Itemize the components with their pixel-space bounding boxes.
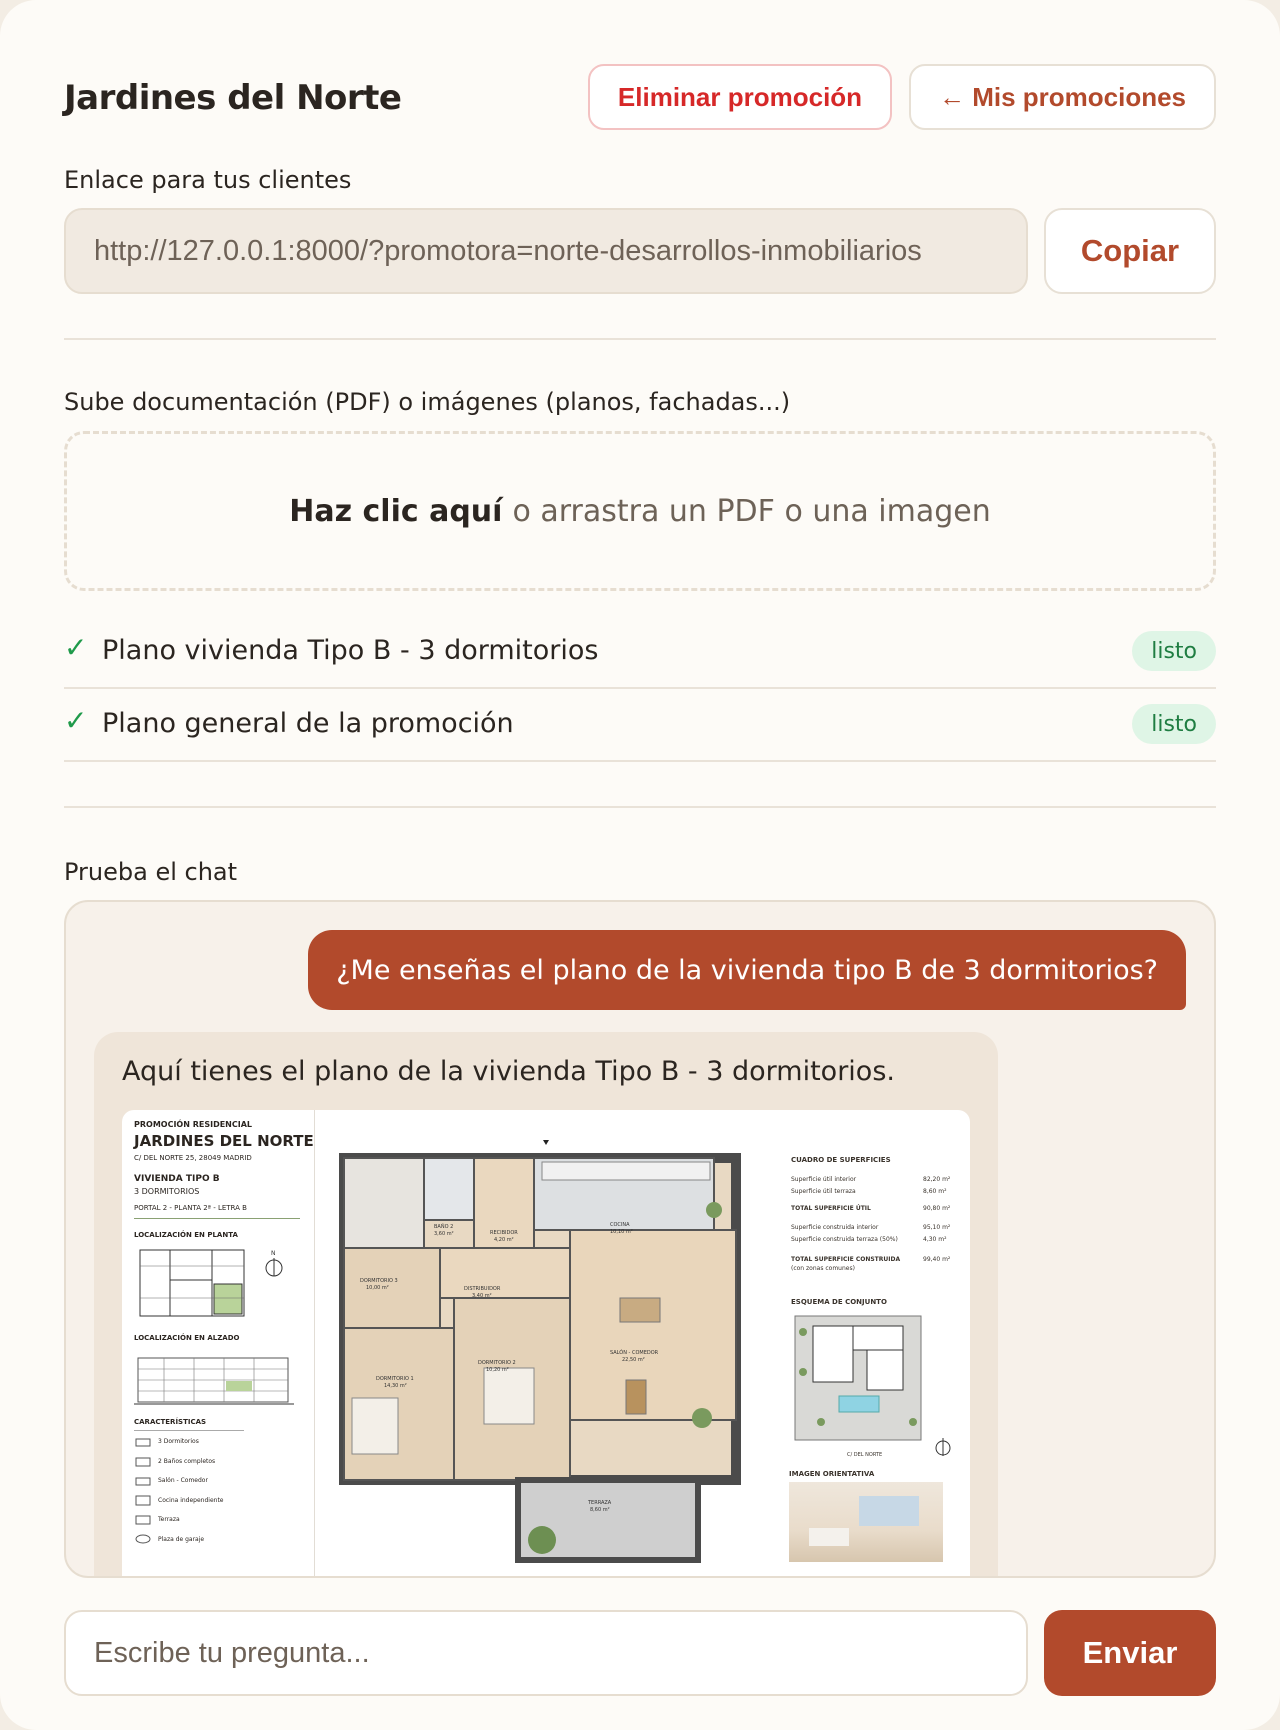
plan-kicker: PROMOCIÓN RESIDENCIAL [134,1120,253,1129]
surface-value: 95,10 m² [923,1224,951,1231]
file-row [64,617,1216,689]
bot-message [94,1032,998,1578]
plan-type: VIVIENDA TIPO B [134,1174,220,1184]
plan-address: C/ DEL NORTE 25, 28049 MADRID [134,1154,252,1162]
site-plan-diagram [791,1312,966,1462]
my-promotions-button[interactable]: ← Mis promociones [909,64,1216,130]
plan-unit: PORTAL 2 - PLANTA 2ª - LETRA B [134,1204,247,1212]
room-label: DISTRIBUIDOR [464,1286,501,1292]
check-icon: ✓ [64,704,88,737]
surface-value: 99,40 m² [923,1256,951,1263]
divider [64,806,1216,808]
plan-bedrooms: 3 DORMITORIOS [134,1187,200,1196]
location-plan-diagram [134,1244,304,1320]
chat-label: Prueba el chat [64,858,238,886]
plan-rule [134,1218,300,1219]
elevation-diagram [134,1348,304,1408]
plan-loc-elev-label: LOCALIZACIÓN EN ALZADO [134,1334,240,1342]
feature-item: Terraza [158,1516,180,1523]
upload-dropzone[interactable] [64,431,1216,591]
plan-project-name: JARDINES DEL NORTE [134,1132,314,1150]
status-badge: listo [1132,631,1216,671]
surface-label: Superficie útil interior [791,1176,857,1183]
features-title: CARACTERÍSTICAS [134,1418,207,1426]
dropzone-drag-text: o arrastra un PDF o una imagen [512,493,991,529]
plan-info-panel [122,1110,315,1578]
room-label: SALÓN - COMEDOR [610,1350,659,1356]
sofa-shape [809,1528,849,1546]
plan-surfaces-panel [787,1110,970,1578]
room-label: TERRAZA [588,1500,612,1506]
room-area: 4,20 m² [494,1237,514,1243]
window-shape [859,1496,919,1526]
surface-label: Superficie construida terraza (50%) [791,1236,898,1243]
feature-item: 3 Dormitorios [158,1438,199,1445]
client-link-field[interactable]: http://127.0.0.1:8000/?promotora=norte-desarrollos-inmobiliarios [64,208,1028,294]
feature-item: Cocina independiente [158,1497,224,1504]
room-area: 3,40 m² [472,1293,492,1299]
room-label: BAÑO 2 [434,1224,454,1230]
file-name: Plano general de la promoción [102,708,514,739]
surface-value: 90,80 m² [923,1205,951,1212]
surface-label: TOTAL SUPERFICIE CONSTRUIDA [791,1256,901,1263]
feature-item: 2 Baños completos [158,1458,216,1465]
file-name: Plano vivienda Tipo B - 3 dormitorios [102,635,599,666]
floor-plan-image [122,1110,970,1578]
status-badge: listo [1132,704,1216,744]
room-label: DORMITORIO 3 [360,1278,398,1284]
surfaces-title: CUADRO DE SUPERFICIES [791,1156,891,1164]
room-label: DORMITORIO 1 [376,1376,414,1382]
plan-loc-plan-label: LOCALIZACIÓN EN PLANTA [134,1231,238,1239]
file-row [64,690,1216,762]
feature-item: Plaza de garaje [158,1536,205,1543]
features-rule [134,1430,244,1431]
surface-label: Superficie construida interior [791,1224,879,1231]
room-area: 10,10 m² [610,1229,633,1235]
surface-value: 8,60 m² [923,1188,947,1195]
send-button[interactable]: Enviar [1044,1610,1216,1696]
delete-promotion-button[interactable]: Eliminar promoción [588,64,892,130]
room-area: 10,20 m² [486,1367,509,1373]
user-message: ¿Me enseñas el plano de la vivienda tipo B de 3 dormitorios? [308,930,1186,1010]
surface-value: 82,20 m² [923,1176,951,1183]
svg-text:N: N [271,1250,276,1257]
room-area: 8,60 m² [590,1507,610,1513]
upload-label: Sube documentación (PDF) o imágenes (planos, fachadas...) [64,388,791,416]
room-area: 10,00 m² [366,1285,389,1291]
room-area: 3,60 m² [434,1231,454,1237]
interior-photo [789,1482,943,1562]
surface-label: Superficie útil terraza [791,1188,856,1195]
image-title: IMAGEN ORIENTATIVA [789,1470,875,1478]
surface-value: 4,30 m² [923,1236,947,1243]
street-label: C/ DEL NORTE [847,1452,883,1458]
bot-message-text: Aquí tienes el plano de la vivienda Tipo B - 3 dormitorios. [122,1056,895,1087]
check-icon: ✓ [64,631,88,664]
room-label: DORMITORIO 2 [478,1360,516,1366]
feature-icons [134,1436,154,1546]
question-input[interactable] [64,1610,1028,1696]
page-header [64,64,1216,130]
client-link-label: Enlace para tus clientes [64,166,352,194]
feature-item: Salón - Comedor [158,1477,208,1484]
floor-plan-drawing [322,1130,782,1578]
surface-label: TOTAL SUPERFICIE ÚTIL [791,1205,871,1212]
page-title: Jardines del Norte [64,78,402,118]
dropzone-click-text: Haz clic aquí [289,493,503,529]
site-title: ESQUEMA DE CONJUNTO [791,1298,887,1306]
surfaces-note: (con zonas comunes) [791,1265,855,1272]
chat-window[interactable] [64,900,1216,1578]
room-label: COCINA [610,1222,630,1228]
room-area: 14,30 m² [384,1383,407,1389]
divider [64,338,1216,340]
copy-button[interactable]: Copiar [1044,208,1216,294]
room-area: 22,50 m² [622,1357,645,1363]
room-label: RECIBIDOR [490,1230,518,1236]
